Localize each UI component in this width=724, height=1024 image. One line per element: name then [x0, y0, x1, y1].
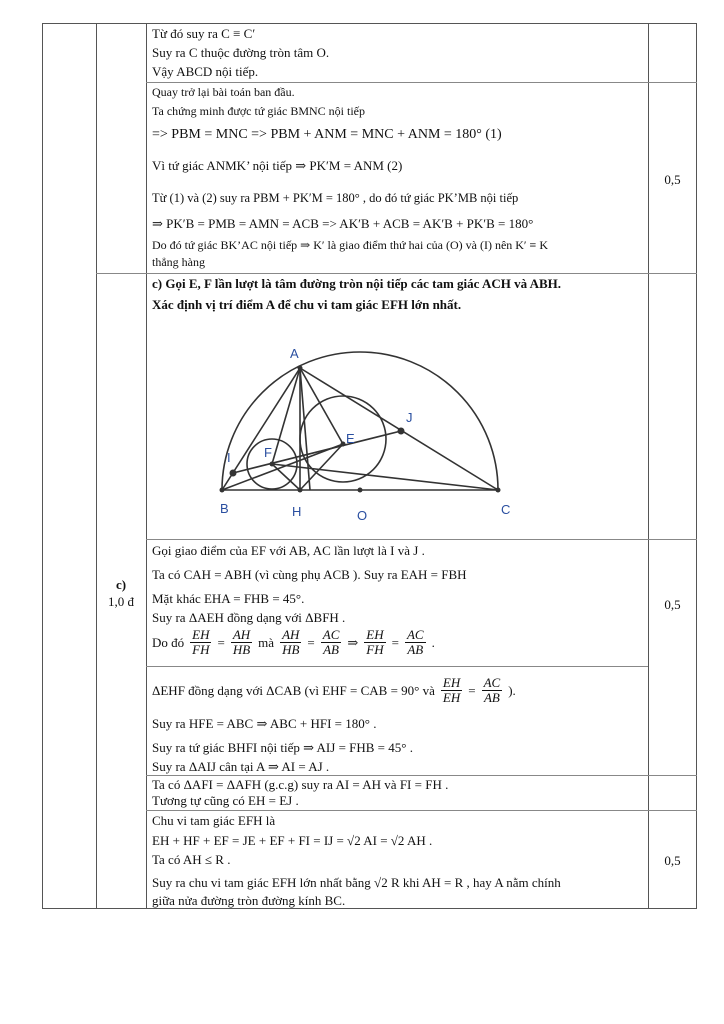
label-f: F — [264, 445, 272, 460]
row-divider — [146, 539, 697, 540]
proportion-line: Do đó $\frac{EH}{FH}$ = $\frac{AH}{HB}$ mà $\frac{AH}{HB}$ = $\frac{AC}{AB}$ ⇒ $\frac{EH}{FH}$ = $\frac{AC}{AB}$ . — [152, 627, 435, 657]
text-line: Do đó tứ giác BK’AC nội tiếp ⇒ K′ là giao điểm thứ hai của (O) và (I) nên K′ ≡ K — [152, 238, 548, 252]
text-line: Ta chứng minh được tứ giác BMNC nội tiếp — [152, 104, 365, 118]
semicircle — [222, 352, 498, 490]
label-i: I — [227, 450, 231, 465]
fraction: $\frac{AC}{AB}$ — [406, 627, 424, 657]
fraction: $\frac{AH}{HB}$ — [282, 627, 300, 657]
text-line: Ta có ΔAFI = ΔAFH (g.c.g) suy ra AI = AH và FI = FH . — [152, 777, 449, 792]
formula-line: Vì tứ giác ANMK’ nội tiếp ⇒ PK′M = ANM (2) — [152, 158, 403, 173]
row-divider — [96, 273, 697, 274]
question-line: Xác định vị trí điểm A để chu vi tam giác EFH lớn nhất. — [152, 297, 462, 312]
text-do-do: Do đó — [152, 635, 185, 650]
formula-line: Mặt khác EHA = FHB = 45°. — [152, 591, 305, 606]
label-c: C — [501, 502, 511, 517]
segment-be — [222, 444, 343, 490]
fraction: $\frac{EH}{EH}$ — [442, 675, 461, 705]
label-j: J — [406, 410, 413, 425]
formula-line: Từ (1) và (2) suy ra PBM + PK′M = 180° , do đó tứ giác PK’MB nội tiếp — [152, 191, 519, 205]
formula-line: ⇒ PK′B = PMB = AMN = ACB => AK′B + ACB = AK′B + PK′B = 180° — [152, 216, 534, 231]
segment-fh — [272, 464, 300, 490]
text-line: Chu vi tam giác EFH là — [152, 813, 276, 828]
row-divider — [146, 775, 697, 776]
implies: ⇒ — [347, 635, 359, 650]
score: 0,5 — [664, 853, 681, 868]
row-divider — [146, 82, 697, 83]
fraction: $\frac{AH}{HB}$ — [232, 627, 251, 657]
question-line: c) Gọi E, F lần lượt là tâm đường tròn nội tiếp các tam giác ACH và ABH. — [152, 276, 562, 291]
formula-line: Suy ra tứ giác BHFI nội tiếp ⇒ AIJ = FHB = 45° . — [152, 740, 413, 755]
formula-line: Suy ra ΔAIJ cân tại A ⇒ AI = AJ . — [152, 759, 330, 774]
score: 0,5 — [664, 172, 681, 187]
formula-line: Suy ra HFE = ABC ⇒ ABC + HFI = 180° . — [152, 716, 377, 731]
fraction: $\frac{EH}{FH}$ — [366, 627, 384, 657]
label-b: B — [220, 501, 229, 516]
segment-fc — [272, 464, 498, 490]
segment-af — [272, 368, 300, 464]
text-line: Quay trở lại bài toán ban đầu. — [152, 85, 295, 99]
label-h: H — [292, 504, 302, 519]
score: 0,5 — [664, 597, 681, 612]
label-o: O — [357, 508, 368, 523]
text-line: Tương tự cũng có EH = EJ . — [152, 793, 299, 808]
label-a: A — [290, 346, 299, 361]
text-line: Ta có AH ≤ R . — [152, 852, 231, 867]
formula-line: EH + HF + EF = JE + EF + FI = IJ = √2 AI = √2 AH . — [152, 833, 433, 848]
label-e: E — [346, 431, 355, 446]
text-line: Vậy ABCD nội tiếp. — [152, 64, 259, 79]
segment-ae — [300, 368, 343, 444]
col-divider — [96, 24, 97, 908]
text-line: thẳng hàng — [152, 255, 205, 269]
text-line: Suy ra C thuộc đường tròn tâm O. — [152, 45, 330, 60]
text-line: giữa nửa đường tròn đường kính BC. — [152, 893, 346, 908]
row-divider — [146, 666, 648, 667]
text-ma: mà — [258, 635, 275, 650]
text-line: Từ đó suy ra C ≡ C′ — [152, 26, 256, 41]
text-line: Suy ra chu vi tam giác EFH lớn nhất bằng √2 R khi AH = R , hay A nằm chính — [152, 875, 561, 890]
text-line: Gọi giao điểm của EF với AB, AC lần lượt là I và J . — [152, 543, 425, 558]
part-points: 1,0 đ — [108, 594, 134, 609]
text-segment: ΔEHF đồng dạng với ΔCAB (vì EHF = CAB = 90° và — [152, 683, 435, 698]
geometry-figure — [200, 340, 520, 530]
text-segment: ). — [508, 683, 516, 698]
fraction: $\frac{AC}{AB}$ — [483, 675, 501, 705]
part-label: c) — [115, 577, 127, 592]
fraction: $\frac{EH}{FH}$ — [192, 627, 210, 657]
text-line: Suy ra ΔAEH đồng dạng với ΔBFH . — [152, 610, 346, 625]
similar-line: ΔEHF đồng dạng với ΔCAB (vì EHF = CAB = 90° và $\frac{EH}{EH}$ = $\frac{AC}{AB}$ ). — [152, 675, 516, 705]
formula-line: => PBM = MNC => PBM + ANM = MNC + ANM = 180° (1) — [152, 127, 502, 142]
formula-line: Ta có CAH = ABH (vì cùng phụ ACB ). Suy ra EAH = FBH — [152, 567, 467, 582]
row-divider — [146, 810, 697, 811]
fraction: $\frac{AC}{AB}$ — [322, 627, 340, 657]
